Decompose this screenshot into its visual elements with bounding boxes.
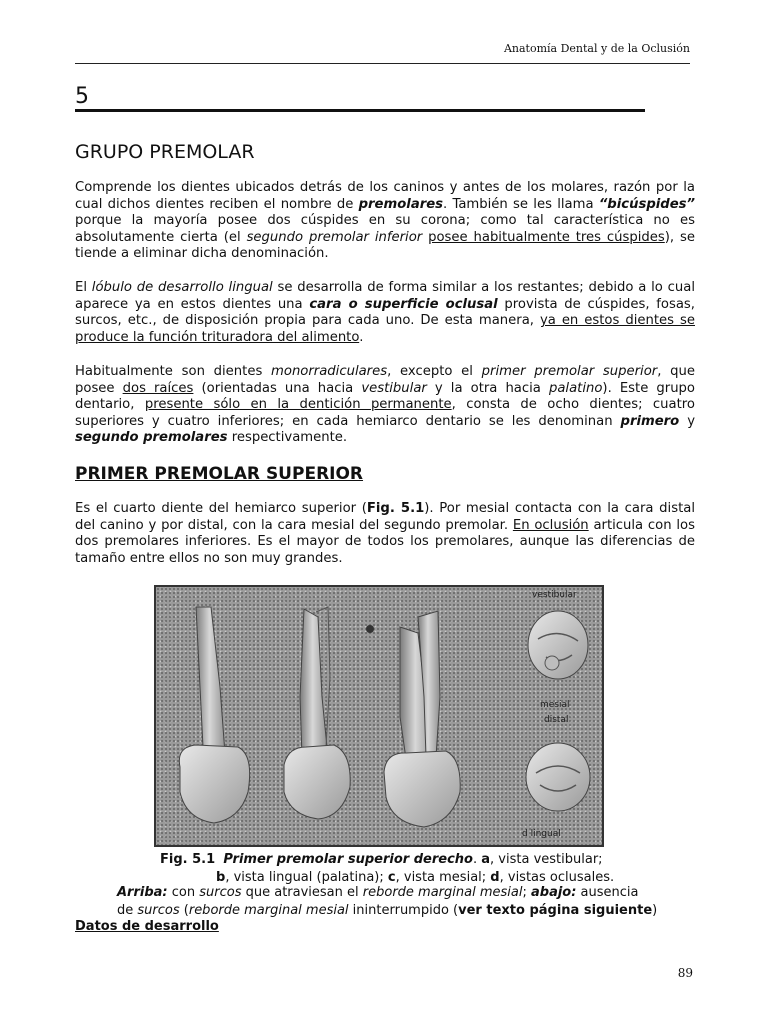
italic-run: palatino (548, 380, 603, 396)
italic-run: lóbulo de desarrollo lingual (91, 280, 273, 295)
underlined-run: ya en estos dientes se produce la función trituradora del alimento (75, 313, 695, 345)
caption-letter: a (481, 852, 491, 867)
chapter-number: 5 (75, 84, 89, 109)
text-run: Es el cuarto diente del hemiarco superior ( (75, 501, 367, 516)
emphasis-run: primero (620, 413, 680, 429)
paragraph-lingual-lobe (75, 280, 695, 346)
text-run: , excepto el (387, 364, 482, 379)
text-run: ). Este grupo dentario, (75, 380, 695, 413)
figure-premolar-views (154, 585, 604, 847)
caption-emphasis: abajo: (530, 885, 577, 900)
underlined-run: posee habitualmente tres cúspides (428, 229, 665, 245)
italic-run: surcos (199, 885, 242, 900)
caption-fig-label: Fig. 5.1 (160, 852, 216, 867)
emphasis-run: cara o superficie oclusal (309, 296, 498, 312)
page-number: 89 (677, 966, 693, 980)
text-run: provista de cúspides, fosas, surcos, etc., de disposición propia para cada uno. De esta manera, (75, 296, 695, 329)
section-title: PRIMER PREMOLAR SUPERIOR (75, 464, 364, 484)
text-run: ( (179, 903, 189, 918)
text-run: . También se les llama (443, 196, 599, 212)
text-run: , consta de ocho dientes; cuatro superiores y cuatro inferiores; en cada hemiarco dentario se les denominan (75, 397, 695, 429)
caption-letter: d (490, 870, 500, 885)
text-run: ), se tiende a eliminar dicha denominación. (75, 229, 695, 262)
italic-run: segundo premolar inferior (246, 229, 423, 245)
emphasis-run: premolares (358, 196, 444, 212)
caption-letter: b (216, 870, 226, 885)
caption-fig-title: Primer premolar superior derecho (223, 852, 473, 867)
text-run: , vistas oclusales. (499, 870, 615, 885)
text-run: ausencia (576, 885, 639, 900)
text-run: , que posee (75, 364, 695, 396)
occlusal-view-bottom (526, 743, 590, 811)
text-run: El (75, 280, 92, 295)
label-mesial: mesial (540, 700, 570, 710)
chapter-title: GRUPO PREMOLAR (75, 141, 255, 163)
italic-run: reborde marginal mesial (188, 903, 349, 918)
occlusal-view-top (528, 611, 588, 679)
emphasis-run: “bicúspides” (598, 196, 696, 212)
paragraph-intro (75, 180, 695, 263)
italic-run: monorradiculares (271, 364, 388, 379)
text-run: Habitualmente son dientes (75, 364, 272, 379)
emphasis-run: segundo premolares (75, 430, 228, 446)
chapter-rule (75, 109, 645, 112)
caption-line-3 (117, 883, 639, 902)
tooth-lingual-view (284, 607, 350, 819)
text-run: y (679, 413, 695, 429)
text-run: , vista mesial; (395, 870, 491, 885)
text-run: . (472, 852, 482, 867)
text-run: ). Por mesial contacta con la cara distal del canino y por distal, con la cara mesial del segundo premolar. (75, 501, 695, 533)
underlined-run: En oclusión (512, 517, 589, 533)
text-run: , vista vestibular; (490, 852, 603, 867)
paragraph-first-premolar (75, 501, 695, 567)
text-run: que atraviesan el (241, 885, 363, 900)
text-run: porque la mayoría posee dos cúspides en su corona; como tal característica no es absolutamente cierta (el (75, 213, 695, 245)
tooth-vestibular-view (179, 607, 249, 823)
caption-letter: c (387, 870, 396, 885)
text-run: ; (522, 885, 531, 900)
tooth-mesial-view (384, 611, 460, 827)
italic-run: vestibular (361, 380, 427, 396)
italic-run: primer premolar superior (481, 364, 658, 379)
text-run: se desarrolla de forma similar a los restantes; debido a lo cual aparece ya en estos dientes una (75, 280, 695, 312)
bold-run: Fig. 5.1 (366, 501, 425, 516)
caption-line-1 (160, 850, 603, 869)
text-run: de (117, 903, 138, 918)
underlined-run: dos raíces (122, 380, 194, 396)
text-run: ininterrumpido ( (348, 903, 459, 918)
text-run: Comprende los dientes ubicados detrás de los caninos y antes de los molares, razón por la cual dichos dientes reciben el nombre de (75, 180, 695, 212)
text-run: articula con los dos premolares inferiores. Es el mayor de todos los premolares, aunque las diferencias de tamaño entre ellos no son muy grandes. (75, 517, 695, 566)
scan-speck (366, 625, 374, 633)
subsection-title: Datos de desarrollo (75, 919, 219, 934)
underlined-run: presente sólo en la dentición permanente (144, 397, 452, 413)
label-lingual: d lingual (522, 829, 561, 839)
text-run: ) (652, 903, 658, 918)
text-run: (orientadas una hacia (193, 380, 362, 396)
italic-run: surcos (137, 903, 180, 918)
caption-emphasis: Arriba: (117, 885, 168, 900)
header-rule (75, 63, 690, 64)
text-run: con (167, 885, 200, 900)
paragraph-roots (75, 364, 695, 447)
text-run: . (359, 329, 364, 345)
text-run: y la otra hacia (426, 380, 549, 396)
running-header: Anatomía Dental y de la Oclusión (503, 42, 690, 55)
label-vestibular: vestibular (532, 590, 577, 600)
text-run: , vista lingual (palatina); (225, 870, 388, 885)
label-distal: distal (544, 715, 569, 725)
premolar-illustration (156, 587, 602, 845)
bold-run: ver texto página siguiente (458, 903, 653, 918)
italic-run: reborde marginal mesial (362, 885, 523, 900)
text-run: respectivamente. (227, 430, 348, 446)
